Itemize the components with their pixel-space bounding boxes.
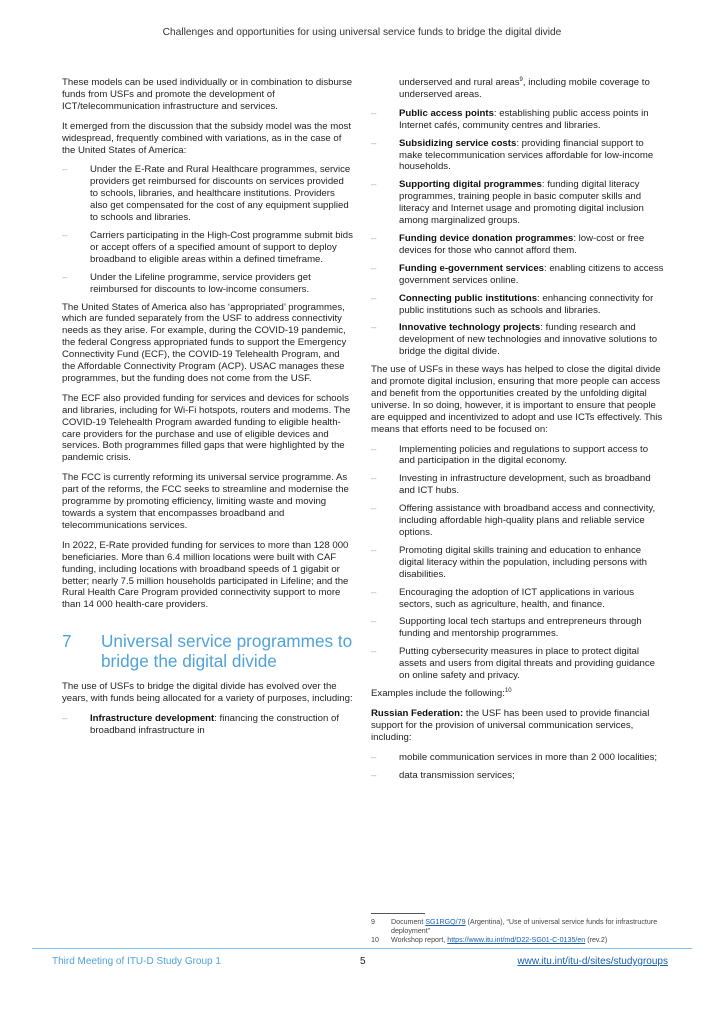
list-item: – Investing in infrastructure development, such as broadband and ICT hubs. (371, 473, 664, 497)
list-item-text: underserved and rural areas (399, 77, 520, 88)
list-item: – Supporting local tech startups and entrepreneurs through funding and mentorship programmes. (371, 616, 664, 640)
list-item (371, 233, 664, 257)
list-item-text: : providing financial support to make telecommunication services affordable for low-income households. (399, 137, 654, 173)
list-item: – Implementing policies and regulations to support access to and participation in the digital economy. (371, 444, 664, 468)
list-item-bold: Subsidizing service costs (399, 137, 517, 149)
paragraph: These models can be used individually or in combination to disburse funds from USFs and promote the development of ICT/telecommunication infrastructure and services. (62, 77, 353, 112)
list-item: – Promoting digital skills training and education to enhance digital literacy within the population, including persons with disabilities. (371, 545, 664, 581)
list-item (371, 108, 664, 132)
list-item (371, 179, 664, 227)
paragraph: The use of USFs in these ways has helped to close the digital divide and promote digital inclusion, ensuring that more people can access and benefit from the opportunities created by the unfolding digital universe. In so doing, however, it is important to ensure that people are equipped and incentivized to adopt and use ICTs effectively. This means that efforts need to be focused on: (371, 364, 663, 435)
paragraph: The United States of America also has ‘appropriated’ programmes, which are funded separately from the USF to address connectivity needs as they arise. For example, during the COVID-19 pandemic, the federal Congress appropriated funds to support the Emergency Connectivity Fund (ECF), the COVID-19 Telehealth Program, and the Affordable Connectivity Program (ACP). USAC manages these programmes, but the funding does not come from the USF. (62, 301, 347, 384)
section-number: 7 (62, 631, 72, 652)
list-item-text: , including mobile coverage to underserved areas. (399, 77, 650, 100)
paragraph: The ECF also provided funding for services and devices for schools and libraries, including for Wi-Fi hotspots, routers and modems. The COVID-19 Telehealth Program awarded funding to eligible health-care providers for the purchase and use of eligible devices and services. Both programmes filled gaps that were highlighted by the pandemic crisis. (62, 392, 351, 464)
footnote-ref: 10 (504, 687, 512, 694)
list-item-continuation (371, 77, 664, 101)
list-item (371, 322, 664, 358)
paragraph-text: the USF has been used to provide financial support for the provision of universal communication services, including: (371, 707, 650, 743)
list-item: – Carriers participating in the High-Cost programme submit bids or accept offers of a specified amount of support to deploy broadband to eligible areas within a defined timeframe. (62, 230, 354, 266)
list-item-text: : low-cost or free devices for those who cannot afford them. (399, 232, 645, 256)
running-head: Challenges and opportunities for using universal service funds to bridge the digital divide (162, 27, 562, 38)
list-item-text: : financing the construction of broadband infrastructure in (90, 713, 340, 736)
list-item (62, 713, 354, 737)
list-item-text: : funding digital literacy programmes, training people in basic computer skills and literacy and Internet usage and promoting digital inclusion among marginalized groups. (399, 179, 644, 227)
list-item: – Under the E-Rate and Rural Healthcare programmes, service providers get reimbursed for discounts on services provided to schools, libraries, and healthcare institutions. Providers also get compensated for the cost of any equipment supplied to schools and libraries. (62, 164, 354, 224)
list-item: – mobile communication services in more than 2 000 localities; (371, 752, 664, 764)
list-item (371, 138, 664, 174)
footer-meeting-title: Third Meeting of ITU-D Study Group 1 (52, 956, 221, 967)
list-item-text: : enhancing connectivity for public institutions such as schools and libraries. (399, 292, 654, 316)
footer-website-link[interactable]: www.itu.int/itu-d/sites/studygroups (517, 956, 668, 967)
list-item: – Under the Lifeline programme, service providers get reimbursed for discounts to low-income consumers. (62, 272, 354, 296)
paragraph (371, 688, 664, 700)
footnote-text: Document (391, 918, 426, 926)
paragraph: The use of USFs to bridge the digital divide has evolved over the years, with funds being allocated for a variety of purposes, including: (62, 681, 353, 705)
footnote-text: (rev.2) (585, 936, 608, 944)
footnotes (371, 918, 671, 945)
list-item-bold: Connecting public institutions (399, 292, 538, 304)
page-number: 5 (360, 956, 366, 967)
list-item-bold: Infrastructure development (90, 713, 215, 725)
list-item-bold: Public access points (399, 107, 494, 119)
footnote-text: Workshop report, (391, 936, 448, 944)
right-column (371, 77, 664, 787)
paragraph: The FCC is currently reforming its universal service programme. As part of the reforms, the FCC seeks to streamline and modernise the programme by promoting efficiency, limiting waste and moving towards a system that encompasses broadband and telecommunications services. (62, 472, 349, 531)
list-item: – Encouraging the adoption of ICT applications in various sectors, such as agriculture, health, and finance. (371, 587, 664, 611)
footer-divider (32, 948, 692, 949)
list-item-bold: Funding e-government services (399, 262, 545, 274)
country-label: Russian Federation: (371, 707, 464, 719)
list-item-bold: Supporting digital programmes (399, 179, 542, 191)
list-item-text: : enabling citizens to access government services online. (399, 262, 664, 286)
list-item-text: : establishing public access points in Internet cafés, community centres and libraries. (399, 107, 649, 131)
footnote-link[interactable]: https://www.itu.int/md/D22-SG01-C-0135/en (447, 936, 586, 944)
footnote-link[interactable]: SG1RGQ/79 (425, 918, 466, 926)
list-item-text: : funding research and development of new technologies and innovative solutions to bridge the digital divide. (399, 322, 658, 358)
footnote-number: 9 (371, 918, 375, 926)
footnote (371, 936, 671, 945)
paragraph: It emerged from the discussion that the subsidy model was the most widespread, frequently combined with variations, as in the case of the United States of America: (62, 120, 352, 156)
list-item: – Putting cybersecurity measures in place to protect digital assets and users from digital threats and providing guidance on online safety and privacy. (371, 646, 664, 682)
footnote-text: (Argentina), “Use of universal service funds for infrastructure deployment” (391, 918, 658, 935)
list-item-bold: Funding device donation programmes (399, 232, 574, 244)
list-item (371, 293, 664, 317)
paragraph (371, 708, 664, 744)
footnote (371, 918, 671, 936)
list-item (371, 263, 664, 287)
list-item: – Offering assistance with broadband access and connectivity, including affordable high-quality plans and reliable service options. (371, 503, 664, 539)
section-heading (62, 631, 354, 671)
examples-text: Examples include the following: (371, 687, 505, 699)
list-item-bold: Innovative technology projects (399, 322, 541, 334)
left-column (62, 77, 354, 743)
list-item: – data transmission services; (371, 770, 664, 782)
footnote-ref: 9 (519, 76, 523, 83)
footnote-divider (371, 913, 425, 914)
footnote-number: 10 (371, 936, 379, 944)
paragraph: In 2022, E-Rate provided funding for services to more than 128 000 beneficiaries. More than 6.4 million locations were built with CAF funding, including locations with broadband speeds of 1 gigabit or better; nearly 7.5 million households participated in Lifeline; and the Rural Health Care Program provided connectivity support to more than 14 000 health-care providers. (62, 539, 349, 611)
section-title: Universal service programmes to bridge the digital divide (101, 631, 353, 672)
